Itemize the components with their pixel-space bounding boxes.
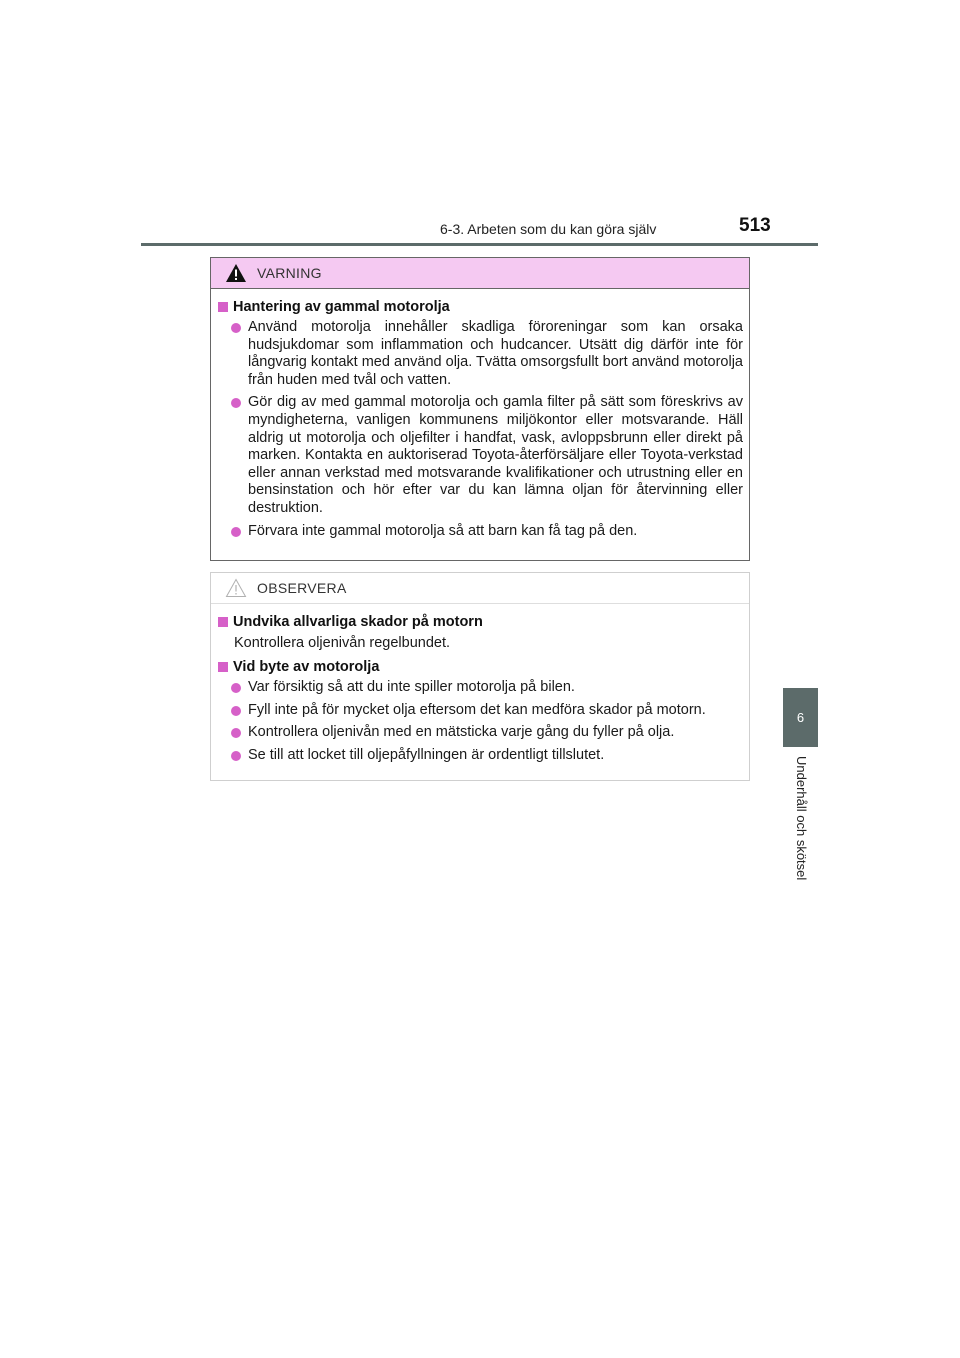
chapter-tab: 6: [783, 688, 818, 747]
page-number: 513: [739, 215, 771, 236]
circle-bullet-icon: [231, 728, 241, 738]
list-item: Använd motorolja innehåller skadliga föroreningar som kan orsaka hudsjukdomar som inflammation och hudcancer. Utsätt dig därför inte för långvarig kontakt med använd olja. Tvätta omsorgsfullt bort använd motorolja från huden med tvål och vatten.: [231, 319, 743, 389]
notice-paragraph: Kontrollera oljenivån regelbundet.: [234, 635, 451, 651]
notice-section-title: Undvika allvarliga skador på motorn: [217, 614, 743, 630]
header-rule: [141, 243, 818, 246]
warning-header: [211, 258, 749, 289]
square-bullet-icon: [218, 662, 228, 672]
section-title: 6-3. Arbeten som du kan göra själv: [440, 221, 657, 237]
list-item: Förvara inte gammal motorolja så att barn kan få tag på den.: [231, 523, 743, 541]
square-bullet-icon: [218, 302, 228, 312]
circle-bullet-icon: [231, 683, 241, 693]
square-bullet-icon: [218, 617, 228, 627]
circle-bullet-icon: [231, 527, 241, 537]
warning-label: VARNING: [257, 265, 322, 281]
caution-triangle-icon: [225, 578, 247, 598]
list-item: Se till att locket till oljepåfyllningen är ordentligt tillslutet.: [231, 747, 743, 765]
circle-bullet-icon: [231, 398, 241, 408]
circle-bullet-icon: [231, 751, 241, 761]
list-item: Fyll inte på för mycket olja eftersom det kan medföra skador på motorn.: [231, 702, 743, 720]
warning-section-title: Hantering av gammal motorolja: [217, 299, 743, 315]
circle-bullet-icon: [231, 706, 241, 716]
notice-body: [211, 604, 749, 764]
notice-section-title: Vid byte av motorolja: [217, 659, 743, 675]
chapter-label: Underhåll och skötsel: [794, 756, 809, 881]
warning-triangle-icon: [225, 263, 247, 283]
circle-bullet-icon: [231, 323, 241, 333]
notice-box: [210, 572, 750, 781]
list-item: Kontrollera oljenivån med en mätsticka varje gång du fyller på olja.: [231, 724, 743, 742]
notice-header: [211, 573, 749, 604]
list-item: Gör dig av med gammal motorolja och gamla filter på sätt som föreskrivs av myndigheterna, vanligen kommunens miljökontor eller motsvarande. Häll aldrig ut motorolja och oljefilter i handfat, vask, avloppsbrunn eller direkt på marken. Kontakta en auktoriserad Toyota-återförsäljare eller Toyota-verkstad eller annan verkstad med motsvarande kvalifikationer och utrustning eller en bensinstation och hör efter var du kan lämna oljan för återvinning eller destruktion.: [231, 394, 743, 517]
list-item: Var försiktig så att du inte spiller motorolja på bilen.: [231, 679, 743, 697]
warning-body: [211, 289, 749, 540]
warning-box: [210, 257, 750, 561]
notice-label: OBSERVERA: [257, 580, 347, 596]
